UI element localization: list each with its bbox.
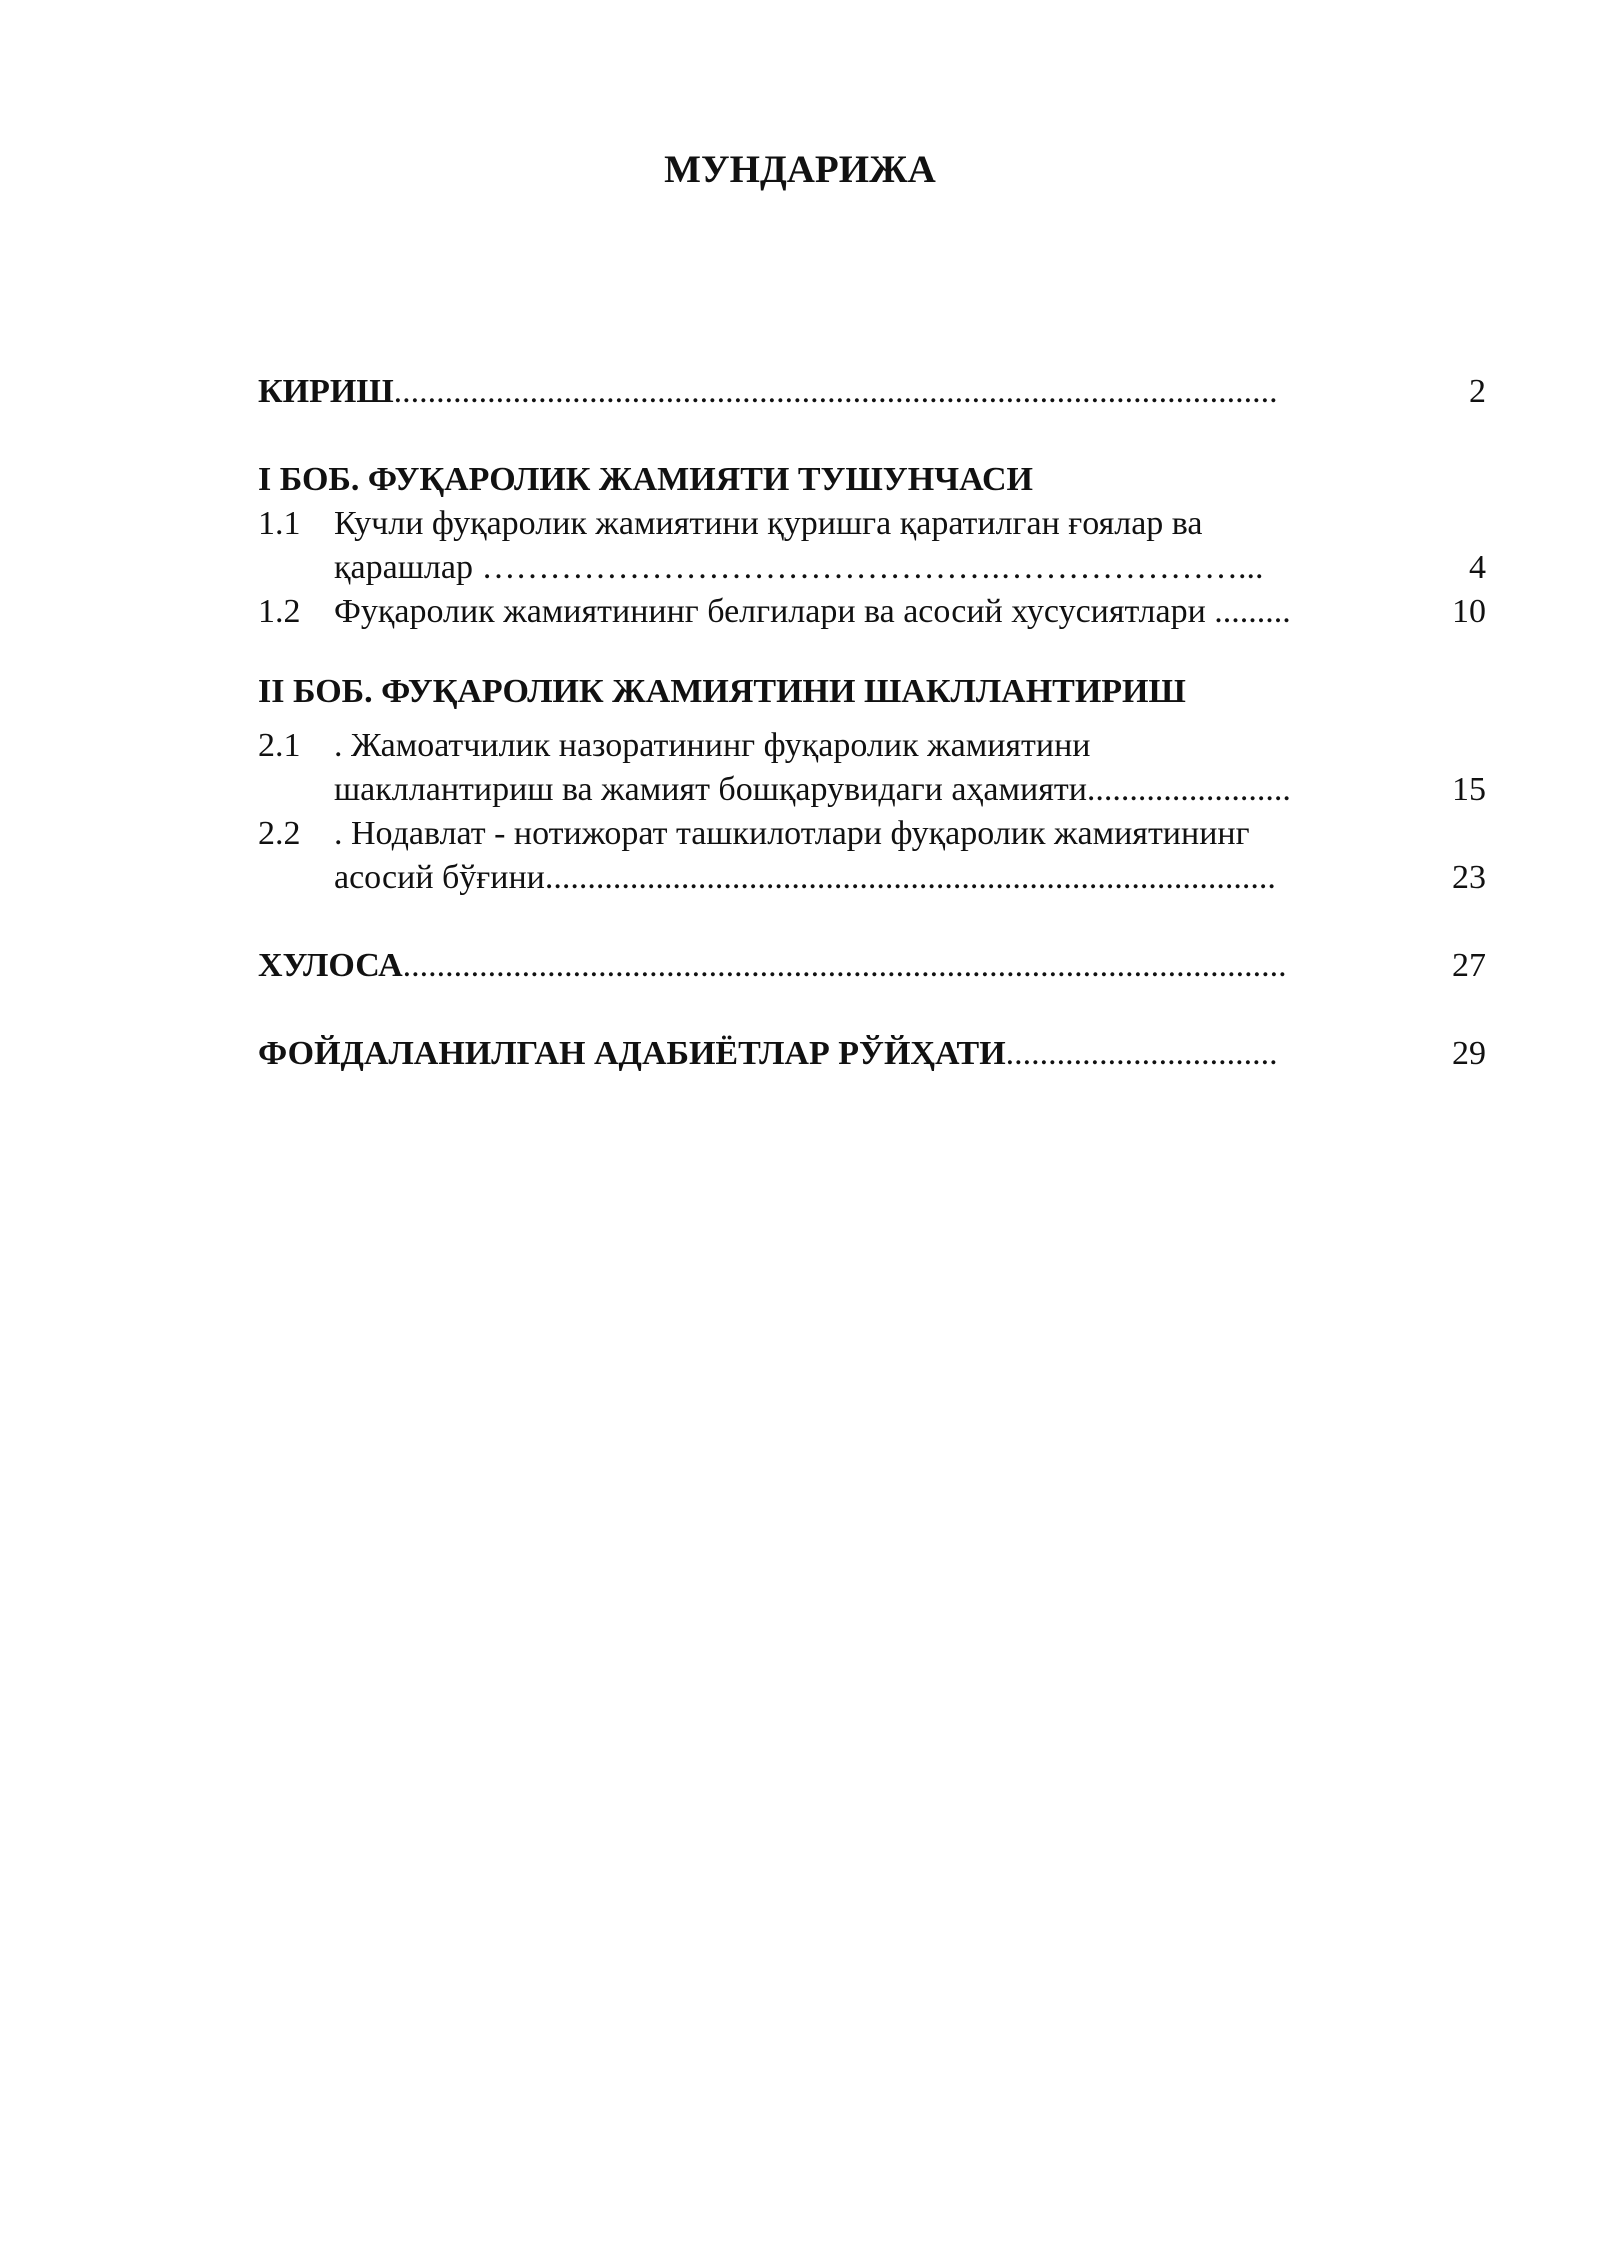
toc-entry-2-2[interactable] <box>258 812 1486 900</box>
section-title-line: асосий бўғини...................................................................................... <box>334 859 1276 896</box>
toc-entry-1-1[interactable] <box>258 502 1486 590</box>
toc-entry-label: ФОЙДАЛАНИЛГАН АДАБИЁТЛАР РЎЙҲАТИ <box>258 1035 1006 1072</box>
toc-entry-label: КИРИШ <box>258 373 394 410</box>
section-title-line: Кучли фуқаролик жамиятини қуришга қаратилган ғоялар ва <box>334 505 1203 542</box>
section-number: 1.1 <box>258 505 301 542</box>
chapter-heading-1: I БОБ. ФУҚАРОЛИК ЖАМИЯТИ ТУШУНЧАСИ <box>258 461 1033 498</box>
page-number: 2 <box>1469 373 1486 410</box>
page-number: 15 <box>1452 771 1486 808</box>
section-title-line: қарашлар ……………………………………….…………………... <box>334 549 1264 586</box>
section-number: 2.2 <box>258 815 301 852</box>
chapter-heading-2: II БОБ. ФУҚАРОЛИК ЖАМИЯТИНИ ШАКЛЛАНТИРИШ <box>258 673 1186 710</box>
toc-entry-1-2[interactable] <box>258 590 1486 634</box>
section-number: 2.1 <box>258 727 301 764</box>
leader-dots: ................................ <box>1005 1035 1278 1072</box>
toc-entry-references[interactable] <box>258 1032 1486 1076</box>
section-title-line: . Нодавлат - нотижорат ташкилотлари фуқаролик жамиятининг <box>334 815 1250 852</box>
page-number: 29 <box>1452 1035 1486 1072</box>
toc-entry-conclusion[interactable] <box>258 944 1486 988</box>
section-title-line: Фуқаролик жамиятининг белгилари ва асосий хусусиятлари ......... <box>334 593 1291 630</box>
toc-entry-intro[interactable] <box>258 370 1486 414</box>
section-number: 1.2 <box>258 593 301 630</box>
page-number: 23 <box>1452 859 1486 896</box>
toc-entry-2-1[interactable] <box>258 724 1486 812</box>
page-number: 4 <box>1469 549 1486 586</box>
leader-dots: ........................................................................................................ <box>393 373 1278 410</box>
section-title-line: . Жамоатчилик назоратининг фуқаролик жамиятини <box>334 727 1091 764</box>
leader-dots: ........................................................................................................ <box>402 947 1287 984</box>
page-title: МУНДАРИЖА <box>664 148 936 191</box>
page-number: 27 <box>1452 947 1486 984</box>
toc-entry-label: ХУЛОСА <box>258 947 403 984</box>
section-title-line: шакллантириш ва жамият бошқарувидаги аҳамияти........................ <box>334 771 1291 808</box>
page-number: 10 <box>1452 593 1486 630</box>
table-of-contents <box>258 370 1486 1076</box>
